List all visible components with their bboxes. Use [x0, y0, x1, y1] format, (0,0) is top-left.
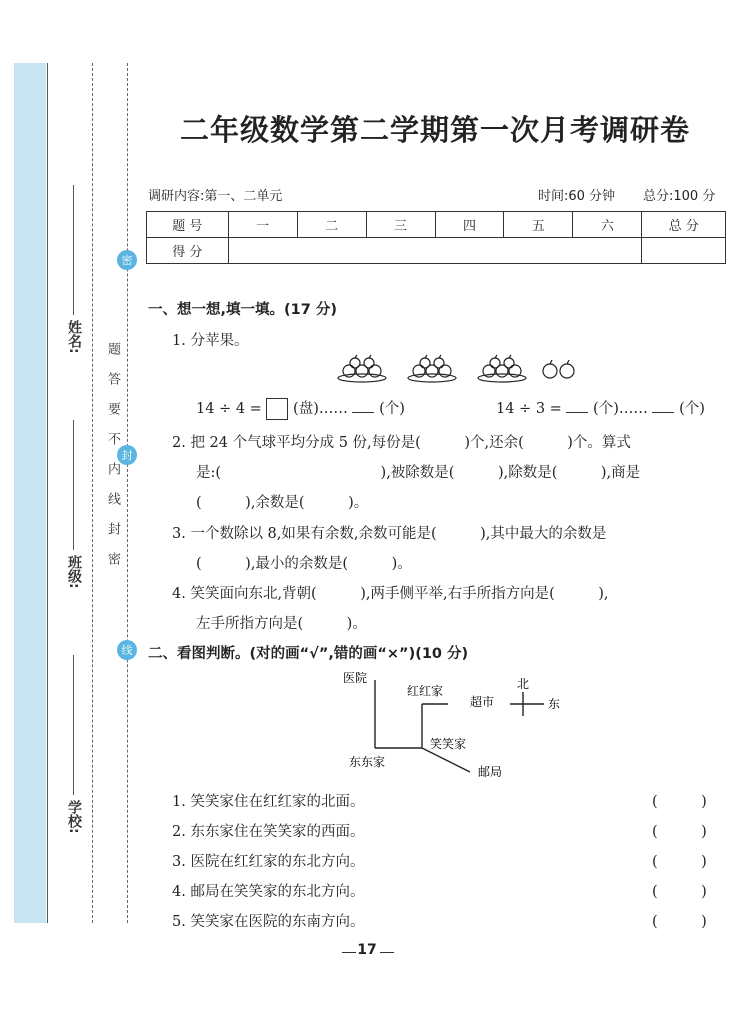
seal-circle-feng: 封 [117, 445, 137, 465]
judge-paren[interactable]: ( ) [652, 884, 707, 900]
answer-blank[interactable] [352, 396, 374, 413]
table-row [147, 212, 726, 238]
q1-right-expression [496, 396, 705, 418]
map-label-hospital: 医院 [343, 671, 368, 685]
page-number: 17 [357, 942, 377, 958]
cut-dashed-line-left [92, 63, 93, 923]
binding-edge-line [47, 63, 48, 923]
class-line[interactable] [73, 420, 74, 550]
compass-north: 北 [517, 677, 530, 691]
warning-char: 要 [105, 402, 120, 415]
exam-time: 时间:60 分钟 [538, 189, 616, 204]
school-label: 学校: [66, 800, 82, 834]
judge-paren[interactable]: ( ) [652, 914, 707, 930]
judge-paren[interactable]: ( ) [652, 824, 707, 840]
q1-right-expr: 14 ÷ 3 = [496, 401, 562, 417]
direction-map [330, 662, 580, 782]
warning-char: 线 [105, 492, 120, 505]
page-title: 二年级数学第二学期第一次月考调研卷 [179, 113, 690, 147]
q1-label: 1. 分苹果。 [172, 333, 249, 349]
q3-line2: ( ),最小的余数是( )。 [196, 556, 412, 572]
judge-paren[interactable]: ( ) [652, 854, 707, 870]
map-label-supermarket: 超市 [470, 695, 495, 709]
table-header: 题 号 [147, 212, 229, 238]
seal-circle-mi: 密 [117, 250, 137, 270]
section1-title: 一、想一想,填一填。(17 分) [148, 302, 337, 318]
q4-line1: 4. 笑笑面向东北,背朝( ),两手侧平举,右手所指方向是( ), [172, 586, 609, 602]
score-total-cell[interactable] [642, 238, 726, 264]
judge-item: 2. 东东家住在笑笑家的西面。 [172, 824, 365, 840]
judge-item: 4. 邮局在笑笑家的东北方向。 [172, 884, 365, 900]
page-number-dash-right [380, 952, 394, 953]
q3-line1: 3. 一个数除以 8,如果有余数,余数可能是( ),其中最大的余数是 [172, 526, 607, 542]
map-label-dongdong: 东东家 [349, 755, 386, 769]
answer-box[interactable] [266, 398, 288, 420]
answer-blank[interactable] [652, 396, 674, 413]
warning-char: 封 [105, 522, 120, 535]
name-line[interactable] [73, 185, 74, 315]
exam-total: 总分:100 分 [643, 189, 716, 204]
score-table [146, 211, 726, 264]
q1-left-unit2: (个) [379, 401, 405, 417]
school-line[interactable] [73, 655, 74, 795]
map-label-honghong: 红红家 [407, 684, 444, 698]
exam-content: 调研内容:第一、二单元 [148, 189, 283, 204]
judge-item: 5. 笑笑家在医院的东南方向。 [172, 914, 365, 930]
table-header: 一 [228, 212, 297, 238]
q2-line1: 2. 把 24 个气球平均分成 5 份,每份是( )个,还余( )个。算式 [172, 435, 631, 451]
table-row [147, 238, 726, 264]
binding-strip [14, 63, 46, 923]
class-label: 班级: [66, 555, 82, 589]
q1-right-unit2: (个) [679, 401, 705, 417]
map-label-xiaoxiao: 笑笑家 [430, 737, 467, 751]
table-header: 五 [504, 212, 573, 238]
table-header: 四 [435, 212, 504, 238]
map-label-post: 邮局 [478, 765, 503, 779]
section2-title: 二、看图判断。(对的画“√”,错的画“×”)(10 分) [148, 646, 469, 662]
loose-apples-icon [543, 360, 574, 378]
q1-left-expression [196, 396, 405, 420]
q1-right-unit1: (个)…… [593, 401, 648, 417]
q2-line2: 是:( ),被除数是( ),除数是( ),商是 [196, 465, 641, 481]
compass-east: 东 [548, 697, 561, 711]
q1-left-unit1: (盘)…… [293, 401, 348, 417]
q1-left-expr: 14 ÷ 4 = [196, 401, 262, 417]
cut-dashed-line-right [127, 63, 128, 923]
apple-plate-icon [338, 355, 386, 382]
judge-item: 1. 笑笑家住在红红家的北面。 [172, 794, 365, 810]
table-header: 总 分 [642, 212, 726, 238]
answer-blank[interactable] [566, 396, 588, 413]
judge-item: 3. 医院在红红家的东北方向。 [172, 854, 365, 870]
warning-char: 不 [105, 432, 120, 445]
judge-paren[interactable]: ( ) [652, 794, 707, 810]
warning-char: 密 [105, 552, 120, 565]
table-header: 二 [297, 212, 366, 238]
apples-illustration [335, 353, 585, 385]
name-label: 姓名: [66, 320, 82, 354]
warning-char: 内 [105, 462, 120, 475]
seal-circle-xian: 线 [117, 640, 137, 660]
q4-line2: 左手所指方向是( )。 [196, 616, 367, 632]
table-header: 三 [366, 212, 435, 238]
table-header: 六 [573, 212, 642, 238]
q2-line3: ( ),余数是( )。 [196, 495, 369, 511]
warning-char: 答 [105, 372, 120, 385]
apple-plate-icon [408, 355, 456, 382]
apple-plate-icon [478, 355, 526, 382]
score-cell[interactable] [228, 238, 642, 264]
score-row-label: 得 分 [147, 238, 229, 264]
warning-char: 题 [105, 342, 120, 355]
